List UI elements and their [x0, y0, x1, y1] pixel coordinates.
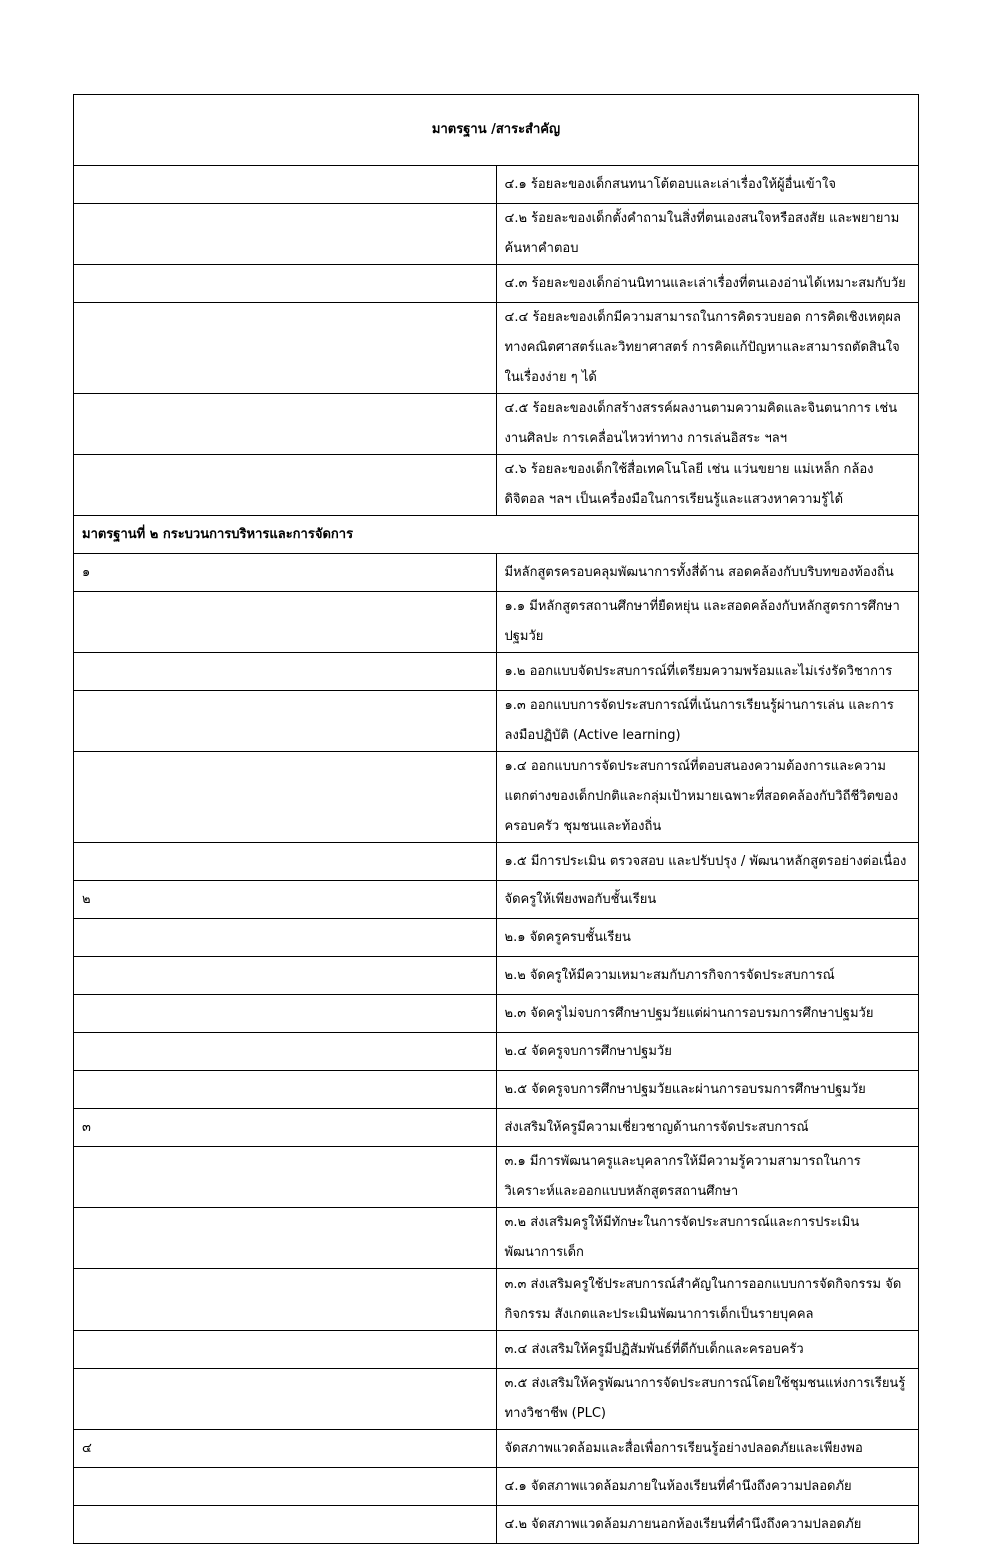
table-row: [74, 1468, 919, 1506]
row-number: ๑: [74, 554, 497, 592]
row-text: ๑.๑ มีหลักสูตรสถานศึกษาที่ยืดหยุ่น และสอดคล้องกับหลักสูตรการศึกษาปฐมวัย: [496, 592, 919, 653]
table-row: [74, 1506, 919, 1544]
row-text: มีหลักสูตรครอบคลุมพัฒนาการทั้งสี่ด้าน สอดคล้องกับบริบทของท้องถิ่น: [496, 554, 919, 592]
row-text: ๓.๒ ส่งเสริมครูให้มีทักษะในการจัดประสบการณ์และการประเมินพัฒนาการเด็ก: [496, 1208, 919, 1269]
row-text: ๒.๔ จัดครูจบการศึกษาปฐมวัย: [496, 1033, 919, 1071]
row-text: ๒.๕ จัดครูจบการศึกษาปฐมวัยและผ่านการอบรมการศึกษาปฐมวัย: [496, 1071, 919, 1109]
row-number: [74, 303, 497, 394]
row-text: ๑.๒ ออกแบบจัดประสบการณ์ที่เตรียมความพร้อมและไม่เร่งรัดวิชาการ: [496, 653, 919, 691]
row-text: ๔.๕ ร้อยละของเด็กสร้างสรรค์ผลงานตามความคิดและจินตนาการ เช่น งานศิลปะ การเคลื่อนไหวท่าทาง การเล่นอิสระ ฯลฯ: [496, 394, 919, 455]
row-text: ๓.๕ ส่งเสริมให้ครูพัฒนาการจัดประสบการณ์โดยใช้ชุมชนแห่งการเรียนรู้ทางวิชาชีพ (PLC): [496, 1369, 919, 1430]
row-number: ๔: [74, 1430, 497, 1468]
table-row: [74, 1147, 919, 1208]
row-number: [74, 1369, 497, 1430]
table-row: [74, 752, 919, 843]
table-row: [74, 554, 919, 592]
table-row: [74, 1208, 919, 1269]
table-row: [74, 653, 919, 691]
table-row: [74, 592, 919, 653]
table-row: [74, 691, 919, 752]
row-text: ๔.๑ จัดสภาพแวดล้อมภายในห้องเรียนที่คำนึงถึงความปลอดภัย: [496, 1468, 919, 1506]
row-text: ๔.๔ ร้อยละของเด็กมีความสามารถในการคิดรวบยอด การคิดเชิงเหตุผลทางคณิตศาสตร์และวิทยาศาสตร์ การคิดแก้ปัญหาและสามารถตัดสินใจในเรื่องง่าย ๆ ได้: [496, 303, 919, 394]
table-header-row: [74, 95, 919, 166]
row-number: [74, 691, 497, 752]
row-text: ๑.๕ มีการประเมิน ตรวจสอบ และปรับปรุง / พัฒนาหลักสูตรอย่างต่อเนื่อง: [496, 843, 919, 881]
table-row: [74, 265, 919, 303]
row-number: [74, 752, 497, 843]
row-number: [74, 455, 497, 516]
table-row: [74, 166, 919, 204]
table-row: [74, 303, 919, 394]
table-row: [74, 919, 919, 957]
table-row: [74, 1430, 919, 1468]
table-row: [74, 394, 919, 455]
table-row: [74, 455, 919, 516]
row-number: ๓: [74, 1109, 497, 1147]
row-text: จัดครูให้เพียงพอกับชั้นเรียน: [496, 881, 919, 919]
row-number: [74, 995, 497, 1033]
table-row: [74, 957, 919, 995]
table-row: [74, 1033, 919, 1071]
row-text: ๔.๖ ร้อยละของเด็กใช้สื่อเทคโนโลยี เช่น แว่นขยาย แม่เหล็ก กล้องดิจิตอล ฯลฯ เป็นเครื่องมือในการเรียนรู้และแสวงหาความรู้ได้: [496, 455, 919, 516]
table-row: [74, 1331, 919, 1369]
row-text: ๔.๒ ร้อยละของเด็กตั้งคำถามในสิ่งที่ตนเองสนใจหรือสงสัย และพยายามค้นหาคำตอบ: [496, 204, 919, 265]
table-header: มาตรฐาน /สาระสำคัญ: [74, 95, 919, 166]
row-number: [74, 592, 497, 653]
table-row: [74, 204, 919, 265]
row-text: ๔.๑ ร้อยละของเด็กสนทนาโต้ตอบและเล่าเรื่องให้ผู้อื่นเข้าใจ: [496, 166, 919, 204]
row-text: ๓.๔ ส่งเสริมให้ครูมีปฏิสัมพันธ์ที่ดีกับเด็กและครอบครัว: [496, 1331, 919, 1369]
standard-heading-row: [74, 516, 919, 554]
row-text: ๓.๓ ส่งเสริมครูใช้ประสบการณ์สำคัญในการออกแบบการจัดกิจกรรม จัดกิจกรรม สังเกตและประเมินพัฒนาการเด็กเป็นรายบุคคล: [496, 1269, 919, 1331]
row-number: [74, 1033, 497, 1071]
row-number: [74, 1331, 497, 1369]
table-row: [74, 881, 919, 919]
row-number: [74, 1208, 497, 1269]
row-text: ส่งเสริมให้ครูมีความเชี่ยวชาญด้านการจัดประสบการณ์: [496, 1109, 919, 1147]
row-text: ๒.๓ จัดครูไม่จบการศึกษาปฐมวัยแต่ผ่านการอบรมการศึกษาปฐมวัย: [496, 995, 919, 1033]
table-row: [74, 1109, 919, 1147]
table-row: [74, 1369, 919, 1430]
row-text: ๒.๑ จัดครูครบชั้นเรียน: [496, 919, 919, 957]
row-number: [74, 1506, 497, 1544]
row-number: [74, 1468, 497, 1506]
row-number: [74, 1269, 497, 1331]
row-number: [74, 204, 497, 265]
standards-table: [73, 94, 919, 1544]
row-number: [74, 843, 497, 881]
row-text: ๓.๑ มีการพัฒนาครูและบุคลากรให้มีความรู้ความสามารถในการวิเคราะห์และออกแบบหลักสูตรสถานศึกษา: [496, 1147, 919, 1208]
row-number: [74, 394, 497, 455]
table-row: [74, 843, 919, 881]
row-text: ๔.๓ ร้อยละของเด็กอ่านนิทานและเล่าเรื่องที่ตนเองอ่านได้เหมาะสมกับวัย: [496, 265, 919, 303]
row-number: [74, 1147, 497, 1208]
row-number: [74, 166, 497, 204]
table-row: [74, 995, 919, 1033]
row-text: จัดสภาพแวดล้อมและสื่อเพื่อการเรียนรู้อย่างปลอดภัยและเพียงพอ: [496, 1430, 919, 1468]
row-number: [74, 1071, 497, 1109]
table-row: [74, 1269, 919, 1331]
row-number: [74, 957, 497, 995]
row-number: [74, 919, 497, 957]
row-text: ๑.๓ ออกแบบการจัดประสบการณ์ที่เน้นการเรียนรู้ผ่านการเล่น และการลงมือปฏิบัติ (Active learning): [496, 691, 919, 752]
row-text: ๔.๒ จัดสภาพแวดล้อมภายนอกห้องเรียนที่คำนึงถึงความปลอดภัย: [496, 1506, 919, 1544]
row-text: ๒.๒ จัดครูให้มีความเหมาะสมกับภารกิจการจัดประสบการณ์: [496, 957, 919, 995]
row-number: [74, 653, 497, 691]
row-number: ๒: [74, 881, 497, 919]
table-row: [74, 1071, 919, 1109]
row-text: ๑.๔ ออกแบบการจัดประสบการณ์ที่ตอบสนองความต้องการและความแตกต่างของเด็กปกติและกลุ่มเป้าหมายเฉพาะที่สอดคล้องกับวิถีชีวิตของครอบครัว ชุมชนและท้องถิ่น: [496, 752, 919, 843]
standard-heading: มาตรฐานที่ ๒ กระบวนการบริหารและการจัดการ: [74, 516, 919, 554]
row-number: [74, 265, 497, 303]
